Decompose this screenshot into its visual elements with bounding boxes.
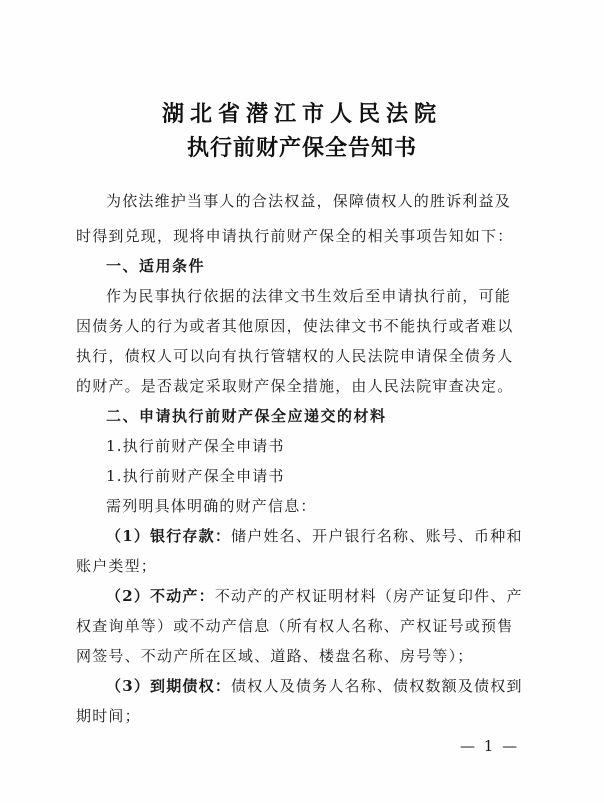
material-item-1-repeat: 1.执行前财产保全申请书: [106, 467, 285, 485]
section-1-line-4: 的财产。是否裁定采取财产保全措施，由人民法院审查决定。: [76, 377, 514, 395]
section-1-heading: 一、适用条件: [106, 257, 206, 275]
document-title-court: 湖北省潜江市人民法院: [161, 101, 442, 127]
page-number: — 1 —: [460, 737, 520, 755]
real-estate-line-1: [106, 586, 528, 606]
due-claims-label: （3）到期债权：: [106, 677, 232, 695]
section-1-line-1: 作为民事执行依据的法律文书生效后至申请执行前，可能: [106, 287, 512, 305]
bank-deposit-line-2: 账户类型；: [76, 557, 158, 575]
property-info-intro: 需列明具体明确的财产信息：: [106, 497, 317, 515]
due-claims-text: 债权人及债务人名称、债权数额及债权到: [231, 677, 523, 695]
bank-deposit-line-1: [106, 526, 528, 546]
section-2-heading: 二、申请执行前财产保全应递交的材料: [106, 407, 387, 425]
section-1-line-2: 因债务人的行为或者其他原因，使法律文书不能执行或者难以: [76, 317, 514, 335]
section-1-line-3: 执行，债权人可以向有执行管辖权的人民法院申请保全债务人: [76, 347, 514, 365]
material-item-1: 1.执行前财产保全申请书: [106, 437, 285, 455]
intro-line-2: 时得到兑现，现将申请执行前财产保全的相关事项告知如下：: [76, 227, 514, 245]
document-title-notice: 执行前财产保全告知书: [186, 135, 417, 161]
real-estate-line-3: 网签号、不动产所在区域、道路、楼盘名称、房号等）；: [76, 647, 474, 665]
bank-deposit-label: （1）银行存款：: [106, 527, 232, 545]
due-claims-line-1: [106, 676, 528, 696]
real-estate-label: （2）不动产：: [106, 587, 215, 605]
intro-line-1: 为依法维护当事人的合法权益，保障债权人的胜诉利益及: [106, 192, 512, 210]
real-estate-text: 不动产的产权证明材料（房产证复印件、产: [214, 587, 523, 605]
real-estate-line-2: 权查询单等）或不动产信息（所有权人名称、产权证号或预售: [76, 617, 514, 635]
due-claims-line-2: 期时间；: [76, 707, 141, 725]
bank-deposit-text: 储户姓名、开户银行名称、账号、币种和: [231, 527, 523, 545]
